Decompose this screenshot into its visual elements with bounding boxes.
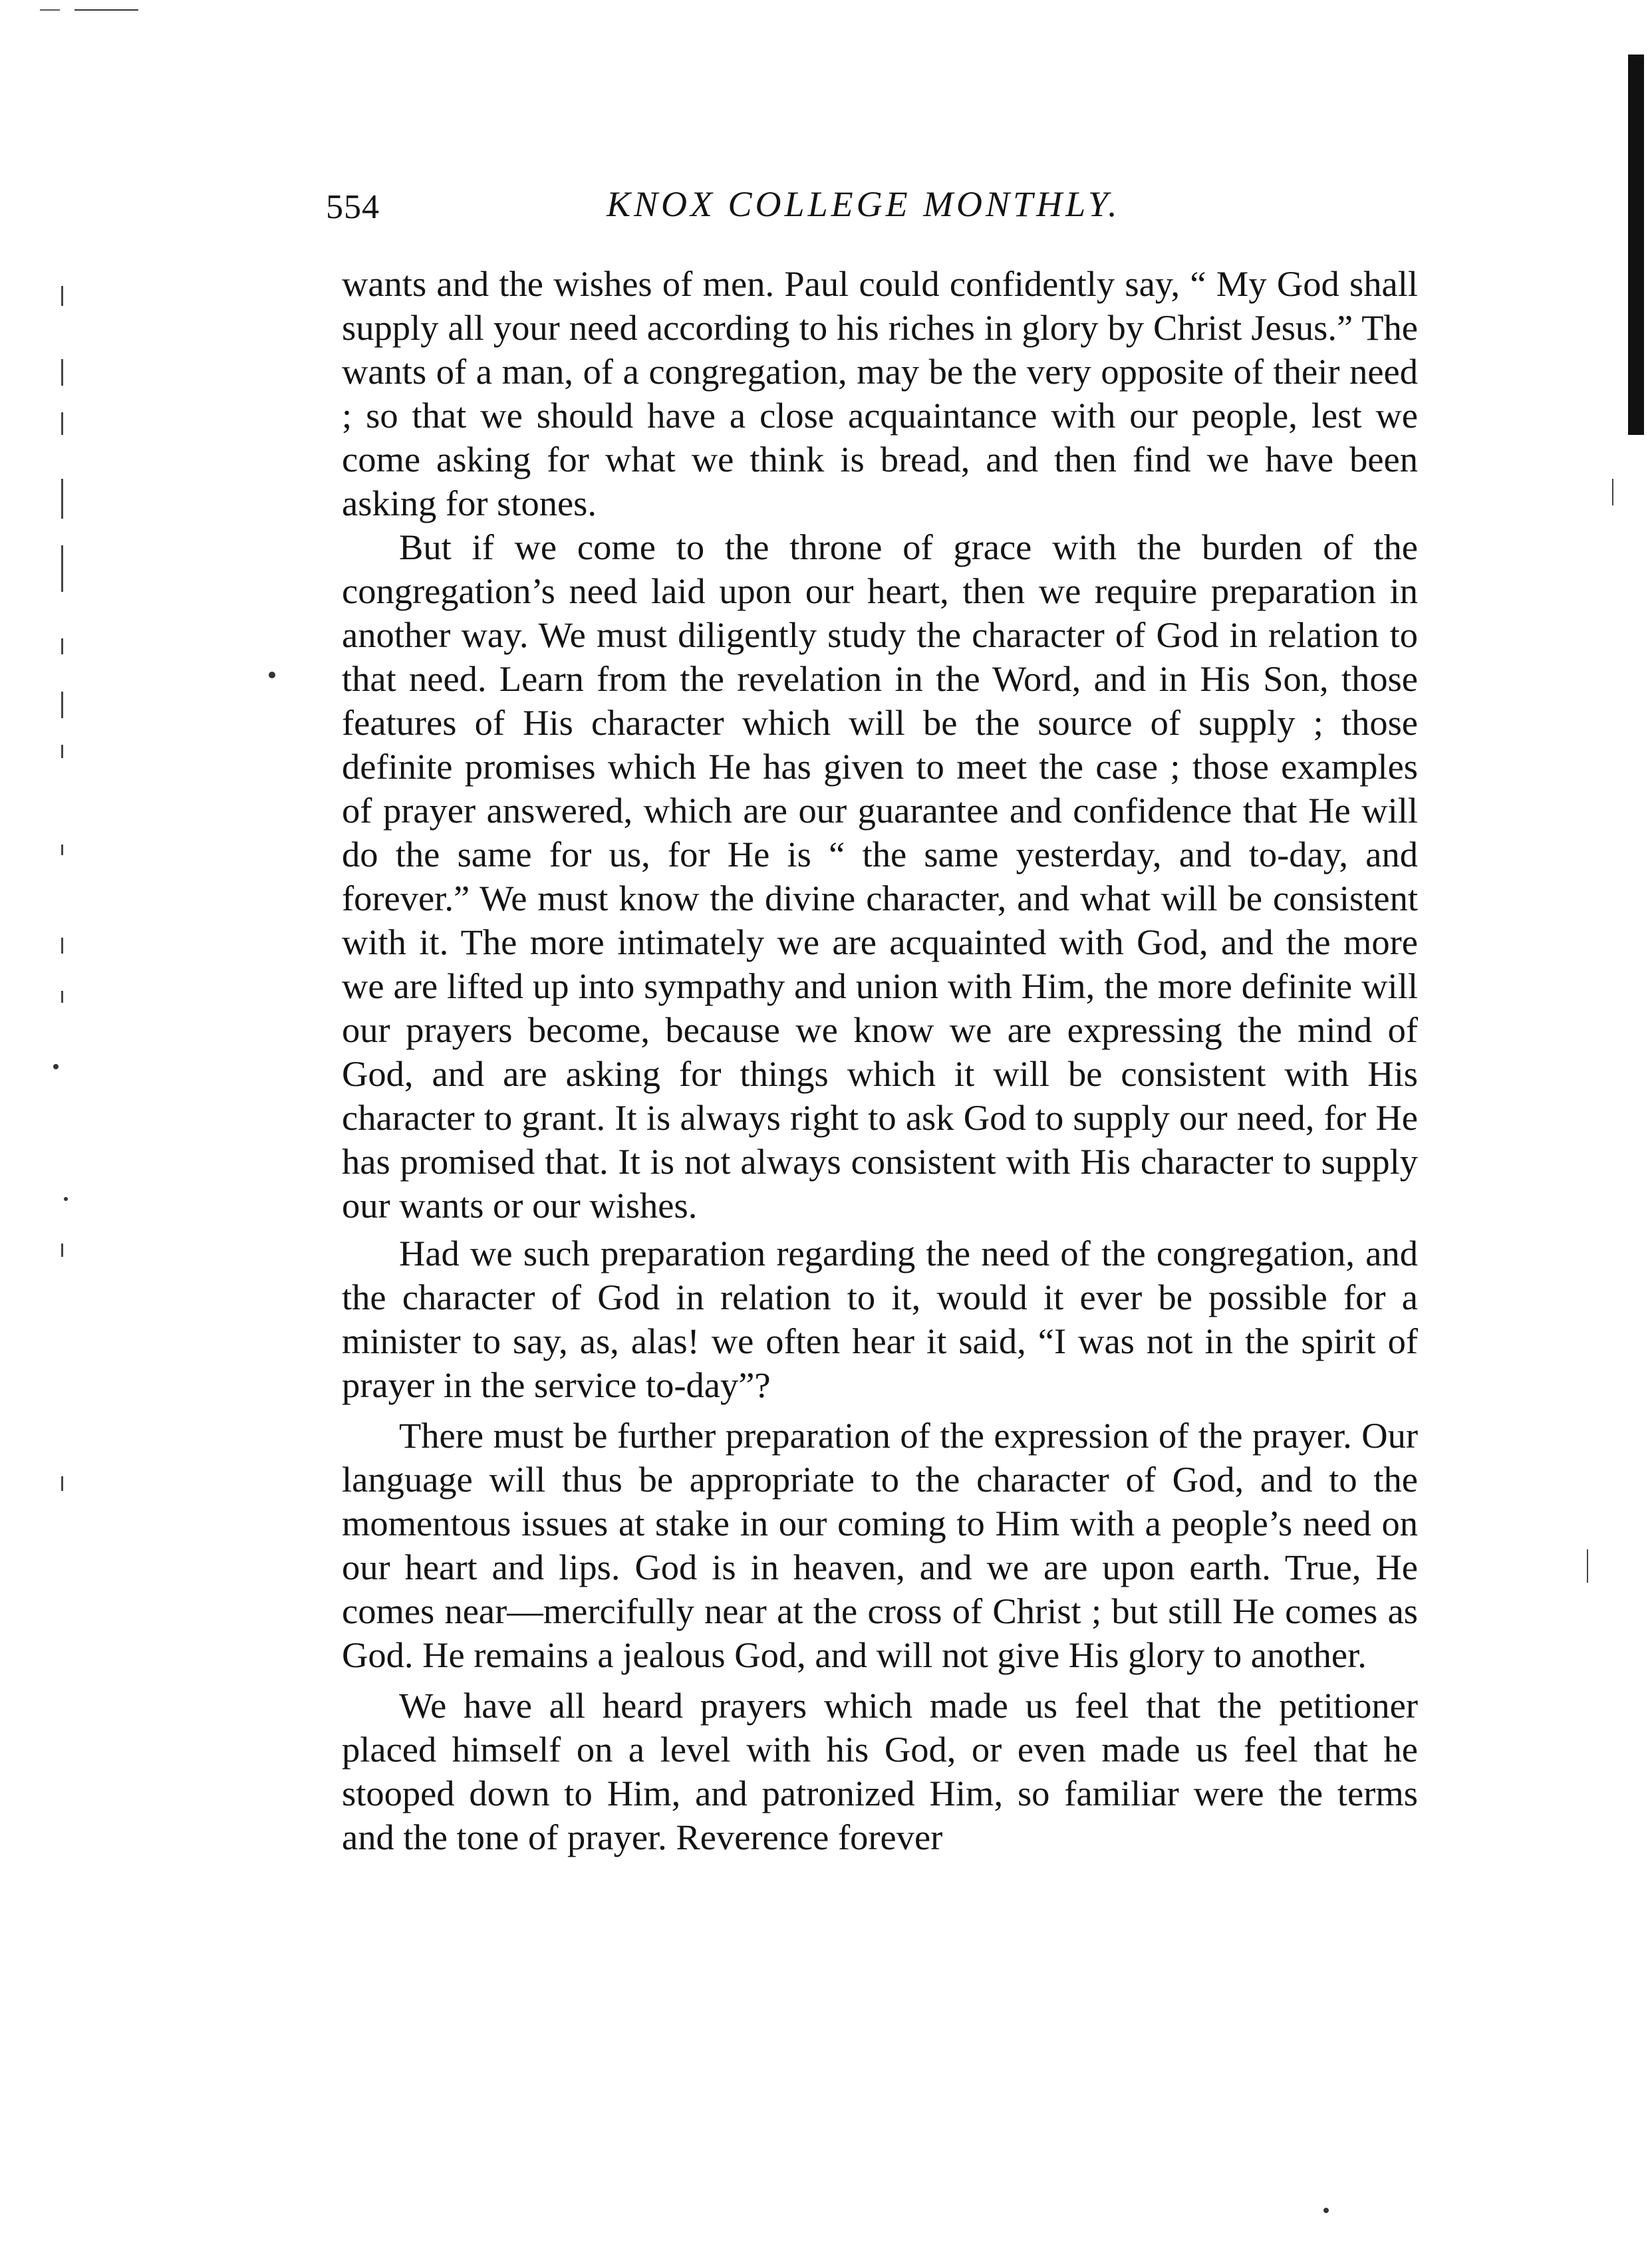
- gutter-speck: [61, 745, 63, 758]
- gutter-speck: [61, 286, 63, 306]
- gutter-speck: [61, 845, 63, 855]
- binding-shadow: [1628, 55, 1644, 435]
- gutter-speck: [61, 359, 63, 386]
- running-title: KNOX COLLEGE MONTHLY.: [607, 184, 1121, 224]
- gutter-speck: [1612, 479, 1613, 505]
- gutter-speck: [61, 638, 63, 654]
- running-header: [326, 184, 1421, 237]
- paragraph: We have all heard prayers which made us feel that the petitioner placed himself on a level with his God, or even made us feel that he stooped down to Him, and patronized Him, so familiar were the terms and the tone of prayer. Reverence forever: [342, 1685, 1418, 1857]
- gutter-speck: [61, 692, 63, 718]
- gutter-speck: [61, 479, 63, 519]
- dust-speck: [269, 672, 275, 678]
- dust-speck: [64, 1197, 68, 1201]
- gutter-speck: [61, 545, 63, 592]
- gutter-speck: [61, 938, 63, 954]
- gutter-speck: [61, 412, 63, 435]
- paragraph: There must be further preparation of the expression of the prayer. Our language will thus be appropriate to the character of God, and to the momentous issues at stake in our coming to Him with a people’s need on our heart and lips. God is in heaven, and we are upon earth. True, He comes near—mercifully near at the cross of Christ ; but still He comes as God. He remains a jealous God, and will not give His glory to another.: [342, 1415, 1418, 1675]
- scan-edge-mark: [40, 9, 60, 11]
- paragraph: Had we such preparation regarding the need of the congregation, and the character of God in relation to it, would it ever be possible for a minister to say, as, alas! we often hear it said, “I was not in the spirit of prayer in the service to-day”?: [342, 1233, 1418, 1405]
- gutter-speck: [61, 1476, 63, 1491]
- scan-edge-mark: [74, 9, 138, 11]
- paragraph: But if we come to the throne of grace with the burden of the congregation’s need laid upon our heart, then we require preparation in another way. We must diligently study the character of God in relation to that need. Learn from the revelation in the Word, and in His Son, those features of His character which will be the source of supply ; those definite promises which He has given to meet the case ; those examples of prayer answered, which are our guarantee and confidence that He will do the same for us, for He is “ the same yesterday, and to-day, and forever.” We must know the divine character, and what will be consistent with it. The more intimately we are acquainted with God, and the more we are lifted up into sympathy and union with Him, the more definite will our prayers become, because we know we are expressing the mind of God, and are asking for things which it will be consistent with His character to grant. It is always right to ask God to supply our need, for He has promised that. It is not always consistent with His character to supply our wants or our wishes.: [342, 527, 1418, 1226]
- body-text: [342, 262, 1418, 1859]
- paragraph: wants and the wishes of men. Paul could confidently say, “ My God shall supply all your need according to his riches in glory by Christ Jesus.” The wants of a man, of a congregation, may be the very opposite of their need ; so that we should have a close acquaintance with our people, lest we come asking for what we think is bread, and then find we have been asking for stones.: [342, 263, 1418, 523]
- dust-speck: [1323, 2208, 1329, 2213]
- dust-speck: [53, 1064, 59, 1069]
- gutter-speck: [1587, 1549, 1588, 1583]
- gutter-speck: [61, 1244, 63, 1257]
- gutter-speck: [61, 991, 63, 1003]
- page-number: 554: [326, 188, 380, 226]
